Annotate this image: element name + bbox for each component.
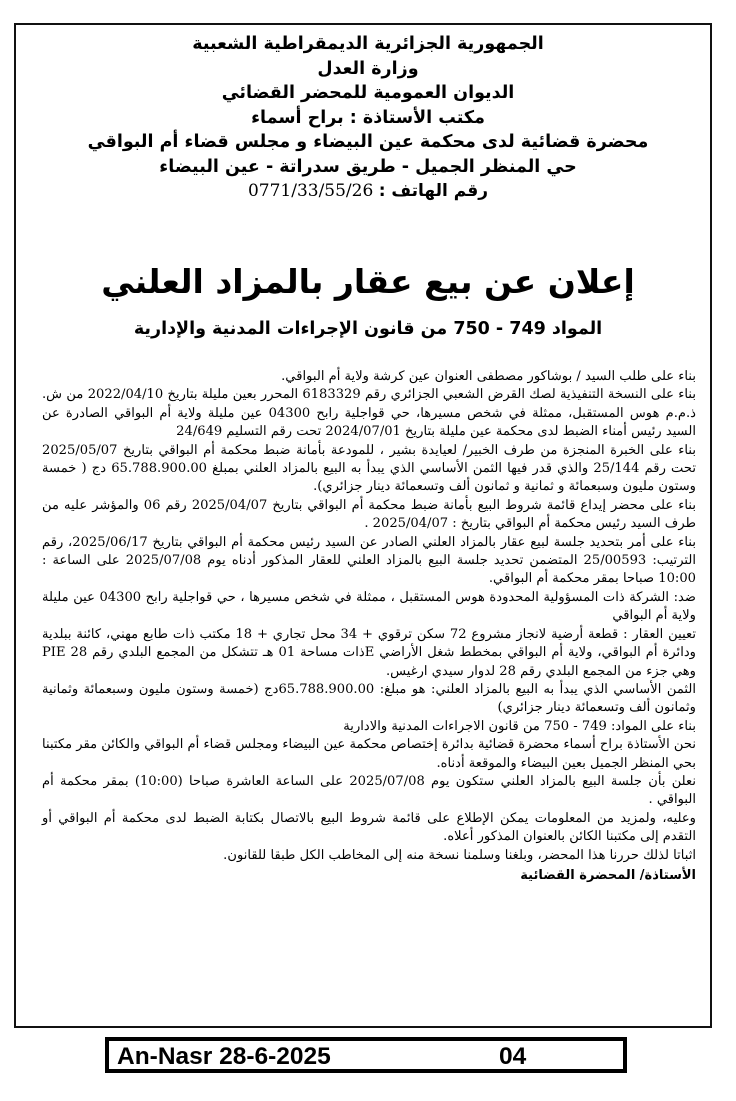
publication-footer: [105, 1037, 627, 1073]
publication-name-date: An-Nasr 28-6-2025: [117, 1043, 331, 1070]
header-line-office: الديوان العمومية للمحضر القضائي: [221, 83, 515, 103]
body-paragraph-info: وعليه، ولمزيد من المعلومات يمكن الإطلاع على قائمة شروط البيع بالاتصال بكتابة الضبط لدى محكمة أم البواقي أو التقدم إلى مكتبنا الكائن بالعنوان المذكور أعلاه.: [42, 810, 696, 845]
body-paragraph-property: تعيين العقار : قطعة أرضية لانجاز مشروع 72 سكن ترقوي + 34 محل تجاري + 18 مكتب ذات طابع مهني، كائنة ببلدية ودائرة أم البواقي، ولاية أم البواقي بمخطط شغل الأراضي Eذات مساحة 01 هـ تتشكل من المجمع البلدي رقم 28 PIE وهي جزء من المجمع البلدي رقم 28 لدوار سيدي ارغيس.: [42, 626, 696, 679]
signature: الأستاذة/ المحضرة القضائية: [520, 867, 696, 883]
body-paragraph-articles: بناء على المواد: 749 - 750 من قانون الاجراءات المدنية والادارية: [343, 718, 696, 734]
body-paragraph-order: بناء على أمر بتحديد جلسة لبيع عقار بالمزاد العلني الصادر عن السيد رئيس محكمة أم البواقي بتاريخ 2025/06/17، رقم الترتيب: 25/00593 المتضمن تحديد جلسة البيع بالمزاد العلني للعقار المذكور أدناه يوم 2025/07/08 على الساعة : 10:00 صباحا بمقر محكمة أم البواقي.: [42, 534, 696, 587]
phone-label: رقم الهاتف :: [378, 181, 489, 201]
body-paragraph-bailiff: نحن الأستاذة براح أسماء محضرة قضائية بدائرة إختصاص محكمة عين البيضاء ومجلس قضاء أم البواقي والكائن مقر مكتبنا بحي المنظر الجميل بعين البيضاء والموقعة أدناه.: [42, 737, 696, 771]
page-number: 04: [499, 1043, 527, 1070]
phone-number: 0771/33/55/26: [247, 181, 374, 201]
body-paragraph-against: ضد: الشركة ذات المسؤولية المحدودة هوس المستقبل ، ممثلة في شخص مسيرها ، حي قواجلية رابح 04300 عين مليلة ولاية أم البواقي: [42, 589, 696, 624]
body-paragraph-deposit: بناء على محضر إيداع قائمة شروط البيع بأمانة ضبط محكمة أم البواقي بتاريخ 2025/04/07 رقم 06 والمؤشر عليه من طرف السيد رئيس محكمة أم البواقي بتاريخ : 2025/04/07 .: [42, 497, 696, 532]
body-paragraph-expertise: بناء على الخبرة المنجزة من طرف الخبير/ لعيايدة بشير ، للمودعة بأمانة ضبط محكمة أم البواقي بتاريخ 2025/05/07 تحت رقم 25/144 والذي قدر فيها الثمن الأساسي الذي يبدأ به البيع بالمزاد العلني بمبلغ 65.788.900.00 دج ( خمسة وستون مليون وسبعمائة و ثمانية و ثمانون ألف وتسعمائة دينار جزائري).: [42, 442, 696, 495]
body-paragraph-session: نعلن بأن جلسة البيع بالمزاد العلني ستكون يوم 2025/07/08 على الساعة العاشرة صباحا (10:00) بمقر محكمة أم البواقي .: [42, 773, 696, 808]
announcement-subtitle: المواد 749 - 750 من قانون الإجراءات المدنية والإدارية: [133, 319, 603, 339]
announcement-body: [42, 368, 696, 885]
body-paragraph-proof: اثباتا لذلك حررنا هذا المحضر، وبلغنا وسلمنا نسخة منه إلى المخاطب الكل طبقا للقانون.: [223, 847, 696, 863]
header-line-bailiff: مكتب الأستاذة : براح أسماء: [251, 107, 485, 128]
header-line-phone: [30, 179, 706, 204]
header-line-court: محضرة قضائية لدى محكمة عين البيضاء و مجلس قضاء أم البواقي: [87, 132, 649, 152]
body-paragraph-cheque: بناء على النسخة التنفيذية لصك القرض الشعبي الجزائري رقم 6183329 المحرر بعين مليلة بتاريخ 2022/04/10 من ش. ذ.م.م هوس المستقبل، ممثلة في شخص مسيرها، حي قواجلية رابح 04300 عين مليلة ولاية أم البواقي الصادرة عن السيد رئيس أمناء الضبط لدى محكمة عين مليلة بتاريخ 2024/07/01 تحت رقم التسليم 24/649: [42, 387, 697, 440]
body-paragraph-requester: بناء على طلب السيد / بوشاكور مصطفى العنوان عين كرشة ولاية أم البواقي.: [281, 369, 696, 384]
header-block: [30, 32, 706, 204]
body-paragraph-price: الثمن الأساسي الذي يبدأ به البيع بالمزاد العلني: هو مبلغ: 65.788.900.00دج (خمسة وستون مليون وسبعمائة وثمانية وثمانون ألف وتسعمائة دينار جزائري): [42, 681, 696, 716]
header-line-address: حي المنظر الجميل - طريق سدراتة - عين البيضاء: [159, 156, 577, 177]
header-line-ministry: وزارة العدل: [317, 58, 419, 79]
header-line-republic: الجمهورية الجزائرية الديمقراطية الشعبية: [192, 34, 544, 54]
announcement-title: إعلان عن بيع عقار بالمزاد العلني: [101, 262, 635, 301]
